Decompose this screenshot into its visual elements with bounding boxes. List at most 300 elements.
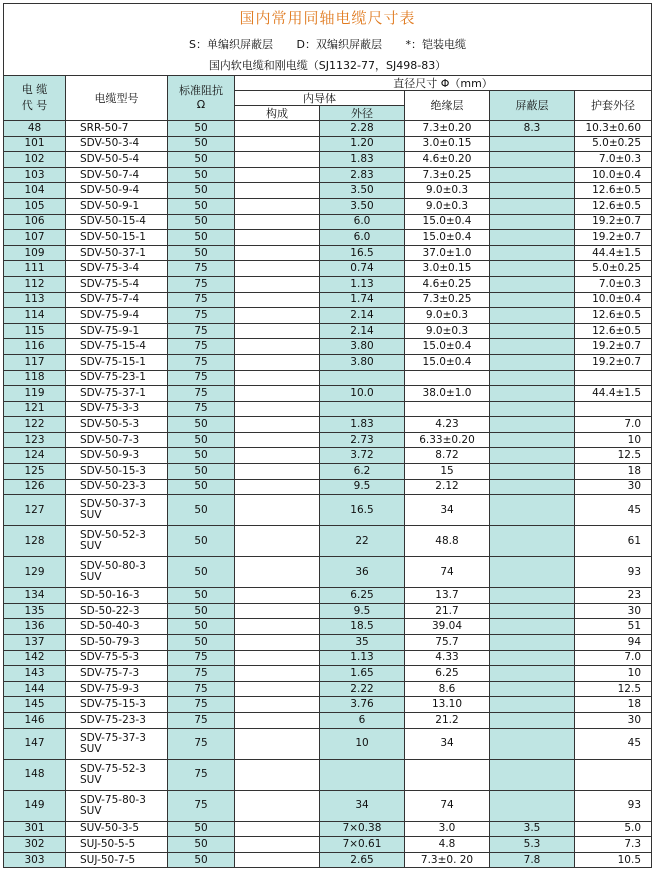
cell-impedance: 50 [168,479,235,495]
cell-shield [490,650,575,666]
cell-insulation: 6.25 [405,666,490,682]
cell-code: 145 [4,697,66,713]
cell-impedance: 50 [168,183,235,199]
cell-insulation: 9.0±0.3 [405,198,490,214]
cell-code: 148 [4,759,66,790]
cell-structure [235,619,320,635]
col-header-jacket: 护套外径 [575,91,652,121]
cell-shield [490,292,575,308]
cell-shield [490,167,575,183]
cell-model: SDV-75-52-3 SUV [66,759,168,790]
cell-structure [235,697,320,713]
col-header-structure: 构成 [235,106,320,121]
cell-code: 137 [4,635,66,651]
cell-jacket [575,370,652,386]
cell-jacket: 18 [575,697,652,713]
cell-shield [490,323,575,339]
cell-structure [235,681,320,697]
cell-code: 101 [4,136,66,152]
cell-jacket: 12.5 [575,681,652,697]
cell-jacket: 93 [575,790,652,821]
cell-code: 114 [4,308,66,324]
cell-insulation: 3.0±0.15 [405,261,490,277]
cell-jacket: 7.3 [575,837,652,853]
cell-shield [490,230,575,246]
cell-outer-diameter: 3.50 [320,198,405,214]
cell-impedance: 50 [168,121,235,137]
cell-outer-diameter: 6.0 [320,230,405,246]
cell-impedance: 50 [168,821,235,837]
cell-shield: 8.3 [490,121,575,137]
cell-structure [235,432,320,448]
cell-impedance: 75 [168,276,235,292]
cell-shield [490,464,575,480]
cell-jacket: 61 [575,526,652,557]
cell-model: SDV-75-5-4 [66,276,168,292]
cell-model: SDV-50-15-1 [66,230,168,246]
cell-insulation: 7.3±0.25 [405,167,490,183]
cell-insulation: 39.04 [405,619,490,635]
table-row [4,603,652,619]
cell-jacket: 10 [575,666,652,682]
cell-code: 111 [4,261,66,277]
cell-impedance: 75 [168,728,235,759]
cell-shield [490,557,575,588]
cell-shield [490,666,575,682]
cell-model: SDV-75-9-3 [66,681,168,697]
cell-jacket: 12.5 [575,448,652,464]
cell-structure [235,354,320,370]
cell-outer-diameter: 1.83 [320,152,405,168]
table-row [4,666,652,682]
cell-insulation: 7.3±0.25 [405,292,490,308]
cell-outer-diameter: 2.14 [320,323,405,339]
cell-structure [235,245,320,261]
table-row [4,495,652,526]
cell-code: 107 [4,230,66,246]
cell-insulation: 38.0±1.0 [405,386,490,402]
cell-code: 105 [4,198,66,214]
cell-insulation [405,759,490,790]
cell-jacket: 19.2±0.7 [575,339,652,355]
cell-model: SDV-75-3-3 [66,401,168,417]
cell-impedance: 50 [168,635,235,651]
cell-model: SDV-75-5-3 [66,650,168,666]
cell-structure [235,495,320,526]
table-row [4,790,652,821]
cell-jacket: 18 [575,464,652,480]
cell-structure [235,603,320,619]
table-row [4,136,652,152]
cell-outer-diameter [320,759,405,790]
cell-impedance: 50 [168,136,235,152]
cell-outer-diameter: 6.0 [320,214,405,230]
table-row [4,432,652,448]
cell-impedance: 50 [168,167,235,183]
cable-size-table-sheet [3,3,651,868]
cell-insulation [405,401,490,417]
cell-outer-diameter: 7×0.38 [320,821,405,837]
cell-outer-diameter: 1.13 [320,276,405,292]
cell-model: SD-50-22-3 [66,603,168,619]
table-row [4,759,652,790]
cell-structure [235,526,320,557]
cell-structure [235,214,320,230]
cell-outer-diameter: 10.0 [320,386,405,402]
cell-code: 126 [4,479,66,495]
cell-impedance: 75 [168,697,235,713]
cell-shield [490,354,575,370]
cell-shield [490,588,575,604]
cell-impedance: 50 [168,837,235,853]
cell-outer-diameter: 18.5 [320,619,405,635]
cell-insulation: 3.0±0.15 [405,136,490,152]
table-row [4,308,652,324]
cell-model: SUJ-50-7-5 [66,852,168,868]
cell-outer-diameter: 2.22 [320,681,405,697]
cell-structure [235,666,320,682]
cell-insulation: 13.10 [405,697,490,713]
cell-shield [490,479,575,495]
cell-model: SUJ-50-5-5 [66,837,168,853]
cell-jacket: 12.6±0.5 [575,308,652,324]
cell-model: SDV-75-23-3 [66,713,168,729]
cell-structure [235,370,320,386]
cell-shield [490,339,575,355]
table-row [4,354,652,370]
cell-jacket [575,759,652,790]
legend-double-shield: D：双编织屏蔽层 [296,38,382,51]
cell-impedance: 50 [168,557,235,588]
table-row [4,619,652,635]
cell-insulation: 21.2 [405,713,490,729]
cell-code: 118 [4,370,66,386]
cell-outer-diameter: 34 [320,790,405,821]
cell-insulation: 74 [405,557,490,588]
cell-impedance: 75 [168,370,235,386]
cell-model: SDV-75-7-3 [66,666,168,682]
cell-outer-diameter: 3.76 [320,697,405,713]
cell-shield [490,152,575,168]
cell-model: SDV-50-15-3 [66,464,168,480]
cell-code: 127 [4,495,66,526]
cell-shield [490,183,575,199]
cell-shield [490,495,575,526]
cell-shield [490,276,575,292]
cell-structure [235,323,320,339]
cell-structure [235,261,320,277]
cell-shield: 5.3 [490,837,575,853]
cell-impedance: 75 [168,354,235,370]
cell-code: 128 [4,526,66,557]
table-row [4,448,652,464]
cell-outer-diameter [320,401,405,417]
cell-structure [235,479,320,495]
cell-impedance: 75 [168,261,235,277]
cell-code: 302 [4,837,66,853]
cell-model: SRR-50-7 [66,121,168,137]
cell-insulation: 9.0±0.3 [405,308,490,324]
cell-structure [235,650,320,666]
table-row [4,852,652,868]
cell-insulation: 3.0 [405,821,490,837]
cell-structure [235,167,320,183]
cell-outer-diameter: 35 [320,635,405,651]
cell-code: 104 [4,183,66,199]
cell-code: 144 [4,681,66,697]
cell-outer-diameter: 9.5 [320,479,405,495]
cell-impedance: 75 [168,401,235,417]
cell-model: SUV-50-3-5 [66,821,168,837]
table-row [4,292,652,308]
cell-code: 48 [4,121,66,137]
cell-shield [490,759,575,790]
cell-outer-diameter: 2.73 [320,432,405,448]
cell-shield [490,713,575,729]
cell-insulation: 7.3±0.20 [405,121,490,137]
table-row [4,167,652,183]
table-title: 国内常用同轴电缆尺寸表 [4,4,652,34]
cell-shield [490,401,575,417]
table-row [4,323,652,339]
cell-model: SDV-50-7-4 [66,167,168,183]
cell-model: SDV-50-15-4 [66,214,168,230]
cell-code: 115 [4,323,66,339]
cell-insulation: 48.8 [405,526,490,557]
cell-shield [490,136,575,152]
cell-jacket: 44.4±1.5 [575,245,652,261]
cell-model: SDV-75-37-3 SUV [66,728,168,759]
cell-impedance: 50 [168,230,235,246]
cell-insulation: 15.0±0.4 [405,339,490,355]
cell-shield [490,526,575,557]
cell-code: 106 [4,214,66,230]
cell-model: SDV-75-3-4 [66,261,168,277]
cell-outer-diameter: 2.83 [320,167,405,183]
cell-code: 113 [4,292,66,308]
cell-shield: 3.5 [490,821,575,837]
cell-code: 134 [4,588,66,604]
cell-shield [490,245,575,261]
cell-code: 112 [4,276,66,292]
cell-outer-diameter: 36 [320,557,405,588]
cell-impedance: 50 [168,432,235,448]
cell-structure [235,464,320,480]
cell-insulation: 4.23 [405,417,490,433]
cell-impedance: 75 [168,386,235,402]
cell-structure [235,339,320,355]
cell-impedance: 50 [168,198,235,214]
cell-outer-diameter: 1.20 [320,136,405,152]
cell-shield [490,681,575,697]
cell-insulation: 4.33 [405,650,490,666]
cell-jacket: 93 [575,557,652,588]
cell-jacket: 94 [575,635,652,651]
cell-model: SDV-75-9-1 [66,323,168,339]
cell-jacket: 12.6±0.5 [575,198,652,214]
cell-code: 123 [4,432,66,448]
cell-insulation: 15.0±0.4 [405,214,490,230]
table-row [4,276,652,292]
cell-model: SDV-50-3-4 [66,136,168,152]
cell-code: 117 [4,354,66,370]
col-header-diameter-group: 直径尺寸 Φ（mm） [235,76,652,91]
cell-shield [490,261,575,277]
cell-insulation: 9.0±0.3 [405,323,490,339]
cell-structure [235,728,320,759]
cell-insulation: 9.0±0.3 [405,183,490,199]
cell-code: 125 [4,464,66,480]
cell-shield [490,417,575,433]
cell-model: SDV-50-9-3 [66,448,168,464]
cell-jacket: 51 [575,619,652,635]
cell-jacket: 44.4±1.5 [575,386,652,402]
cell-impedance: 75 [168,339,235,355]
cell-outer-diameter: 6.2 [320,464,405,480]
cell-jacket: 7.0 [575,417,652,433]
table-row [4,198,652,214]
cell-code: 121 [4,401,66,417]
cell-impedance: 75 [168,790,235,821]
cell-shield [490,603,575,619]
cell-jacket: 12.6±0.5 [575,323,652,339]
cell-model: SDV-75-23-1 [66,370,168,386]
cell-insulation: 74 [405,790,490,821]
cell-insulation: 75.7 [405,635,490,651]
cell-insulation: 15.0±0.4 [405,354,490,370]
cell-model: SDV-50-9-4 [66,183,168,199]
cell-outer-diameter: 2.65 [320,852,405,868]
table-row [4,464,652,480]
cell-model: SDV-50-37-3 SUV [66,495,168,526]
cell-jacket: 10.0±0.4 [575,292,652,308]
cell-structure [235,588,320,604]
cell-code: 109 [4,245,66,261]
cell-jacket: 7.0±0.3 [575,276,652,292]
cell-shield [490,198,575,214]
cell-structure [235,121,320,137]
cell-code: 146 [4,713,66,729]
cell-structure [235,852,320,868]
cell-structure [235,821,320,837]
table-row [4,230,652,246]
cell-shield [490,370,575,386]
cell-code: 122 [4,417,66,433]
cell-insulation: 15 [405,464,490,480]
col-header-model: 电缆型号 [66,76,168,121]
col-header-shield: 屏蔽层 [490,91,575,121]
cell-jacket: 10.5 [575,852,652,868]
cell-jacket: 5.0±0.25 [575,136,652,152]
cell-insulation: 4.6±0.20 [405,152,490,168]
cell-jacket: 5.0±0.25 [575,261,652,277]
col-header-impedance: 标准阻抗 Ω [168,76,235,121]
cell-code: 124 [4,448,66,464]
cell-impedance: 50 [168,852,235,868]
cell-model: SDV-50-9-1 [66,198,168,214]
cell-structure [235,152,320,168]
cell-structure [235,790,320,821]
cell-structure [235,635,320,651]
cell-outer-diameter: 1.13 [320,650,405,666]
cell-outer-diameter: 16.5 [320,495,405,526]
cell-model: SDV-75-15-4 [66,339,168,355]
cell-structure [235,136,320,152]
cell-impedance: 50 [168,603,235,619]
cell-impedance: 75 [168,713,235,729]
cell-structure [235,557,320,588]
cell-model: SDV-75-15-3 [66,697,168,713]
cell-structure [235,401,320,417]
cell-jacket: 19.2±0.7 [575,230,652,246]
cell-model: SDV-75-37-1 [66,386,168,402]
cell-shield [490,790,575,821]
cell-outer-diameter: 10 [320,728,405,759]
col-header-code: 电 缆 代 号 [4,76,66,121]
cell-structure [235,759,320,790]
cell-model: SDV-75-80-3 SUV [66,790,168,821]
cell-insulation: 4.6±0.25 [405,276,490,292]
cell-jacket: 10.3±0.60 [575,121,652,137]
cell-jacket: 19.2±0.7 [575,214,652,230]
cell-impedance: 50 [168,619,235,635]
cell-outer-diameter: 2.14 [320,308,405,324]
table-row [4,417,652,433]
table-row [4,635,652,651]
table-row [4,713,652,729]
col-header-insulation: 绝缘层 [405,91,490,121]
cell-outer-diameter [320,370,405,386]
cell-code: 303 [4,852,66,868]
col-header-inner-conductor: 内导体 [235,91,405,106]
cell-jacket: 30 [575,713,652,729]
cell-outer-diameter: 3.50 [320,183,405,199]
cell-jacket: 19.2±0.7 [575,354,652,370]
cell-impedance: 50 [168,588,235,604]
cell-code: 135 [4,603,66,619]
cell-outer-diameter: 9.5 [320,603,405,619]
table-row [4,557,652,588]
cell-impedance: 50 [168,245,235,261]
cell-model: SDV-75-15-1 [66,354,168,370]
cell-outer-diameter: 1.83 [320,417,405,433]
table-row [4,183,652,199]
cell-code: 136 [4,619,66,635]
legend-armored: *：铠装电缆 [405,38,466,51]
table-row [4,697,652,713]
cell-insulation: 4.8 [405,837,490,853]
cell-shield [490,386,575,402]
cell-impedance: 50 [168,495,235,526]
table-row [4,588,652,604]
cell-shield [490,728,575,759]
table-row [4,401,652,417]
cell-code: 103 [4,167,66,183]
cell-code: 147 [4,728,66,759]
cell-model: SDV-50-23-3 [66,479,168,495]
cell-impedance: 75 [168,323,235,339]
cell-insulation: 15.0±0.4 [405,230,490,246]
cell-jacket: 5.0 [575,821,652,837]
cell-structure [235,230,320,246]
table-row [4,821,652,837]
cell-structure [235,183,320,199]
cell-outer-diameter: 16.5 [320,245,405,261]
table-row [4,650,652,666]
cell-code: 119 [4,386,66,402]
table-body [4,121,652,868]
cell-insulation: 34 [405,495,490,526]
